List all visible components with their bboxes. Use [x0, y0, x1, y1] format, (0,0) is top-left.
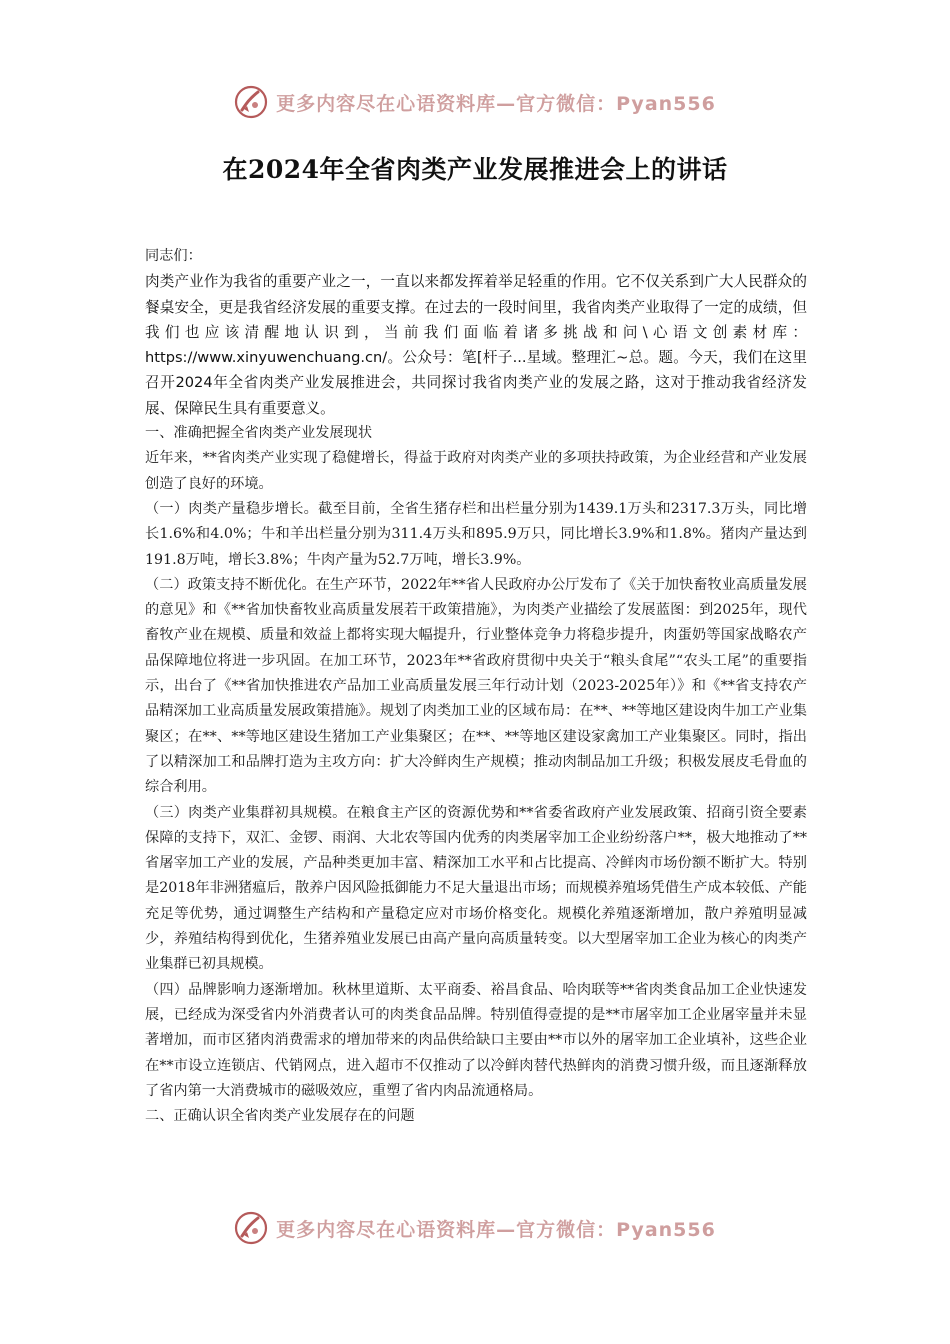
document-title: 在2024年全省肉类产业发展推进会上的讲话	[222, 155, 728, 184]
header-watermark-banner	[0, 84, 950, 120]
section-heading: 一、准确把握全省肉类产业发展现状	[145, 425, 373, 442]
writing-hand-icon	[234, 85, 268, 119]
watermark-text: 更多内容尽在心语资料库—官方微信：Pyan556	[276, 1218, 716, 1241]
section-heading: 二、正确认识全省肉类产业发展存在的问题	[145, 1108, 415, 1125]
body-paragraph: （二）政策支持不断优化。在生产环节，2022年**省人民政府办公厅发布了《关于加快畜牧业高质量发展的意见》和《**省加快畜牧业高质量发展若干政策措施》，为肉类产业描绘了发展蓝图：到2025年，现代畜牧产业在规模、质量和效益上都将实现大幅提升，行业整体竞争力将稳步提升，肉蛋奶等国家战略农产品保障地位将进一步巩固。在加工环节，2023年**省政府贯彻中央关于“粮头食尾”“农头工尾”的重要指示，出台了《**省加快推进农产品加工业高质量发展三年行动计划（2023-2025年）》和《**省支持农产品精深加工业高质量发展政策措施》。规划了肉类加工业的区域布局：在**、**等地区建设肉牛加工产业集聚区；在**、**等地区建设生猪加工产业集聚区；在**、**等地区建设家禽加工产业集聚区。同时，指出了以精深加工和品牌打造为主攻方向：扩大冷鲜肉生产规模；推动肉制品加工升级；积极发展皮毛骨血的综合利用。	[145, 576, 807, 796]
watermark-text: 更多内容尽在心语资料库—官方微信：Pyan556	[276, 92, 716, 115]
body-paragraph: （一）肉类产量稳步增长。截至目前，全省生猪存栏和出栏量分别为1439.1万头和2317.3万头，同比增长1.6%和4.0%；牛和羊出栏量分别为311.4万头和895.9万只，同比增长3.9%和1.8%。猪肉产量达到191.8万吨，增长3.8%；牛肉产量为52.7万吨，增长3.9%。	[145, 500, 807, 568]
salutation: 同志们：	[145, 248, 202, 264]
body-paragraph: （四）品牌影响力逐渐增加。秋林里道斯、太平商委、裕昌食品、哈肉联等**省肉类食品加工企业快速发展，已经成为深受省内外消费者认可的肉类食品品牌。特别值得壹提的是**市屠宰加工企业屠宰量并未显著增加，而市区猪肉消费需求的增加带来的肉品供给缺口主要由**市以外的屠宰加工企业填补，这些企业在**市设立连锁店、代销网点，进入超市不仅推动了以冷鲜肉替代热鲜肉的消费习惯升级，而且逐渐释放了省内第一大消费城市的磁吸效应，重塑了省内肉品流通格局。	[145, 981, 807, 1099]
document-body	[145, 244, 807, 1129]
body-paragraph: （三）肉类产业集群初具规模。在粮食主产区的资源优势和**省委省政府产业发展政策、招商引资全要素保障的支持下，双汇、金锣、雨润、大北农等国内优秀的肉类屠宰加工企业纷纷落户**，极大地推动了**省屠宰加工产业的发展，产品种类更加丰富、精深加工水平和占比提高、冷鲜肉市场份额不断扩大。特别是2018年非洲猪瘟后，散养户因风险抵御能力不足大量退出市场；而规模养殖场凭借生产成本较低、产能充足等优势，通过调整生产结构和产量稳定应对市场价格变化。规模化养殖逐渐增加，散户养殖明显减少，养殖结构得到优化，生猪养殖业发展已由高产量向高质量转变。以大型屠宰加工企业为核心的肉类产业集群已初具规模。	[145, 804, 807, 973]
footer-watermark-banner	[0, 1210, 950, 1246]
body-paragraph: 近年来，**省肉类产业实现了稳健增长，得益于政府对肉类产业的多项扶持政策，为企业经营和产业发展创造了良好的环境。	[145, 450, 807, 492]
intro-paragraph: 肉类产业作为我省的重要产业之一，一直以来都发挥着举足轻重的作用。它不仅关系到广大人民群众的餐桌安全，更是我省经济发展的重要支撑。在过去的一段时间里，我省肉类产业取得了一定的成绩，但我们也应该清醒地认识到，当前我们面临着诸多挑战和问\心语文创素材库：https://www.xinyuwenchuang.cn/。公众号：笔[杆子...星域。整理汇~总。题。今天，我们在这里召开2024年全省肉类产业发展推进会，共同探讨我省肉类产业的发展之路，这对于推动我省经济发展、保障民生具有重要意义。	[145, 273, 807, 417]
writing-hand-icon	[234, 1211, 268, 1245]
